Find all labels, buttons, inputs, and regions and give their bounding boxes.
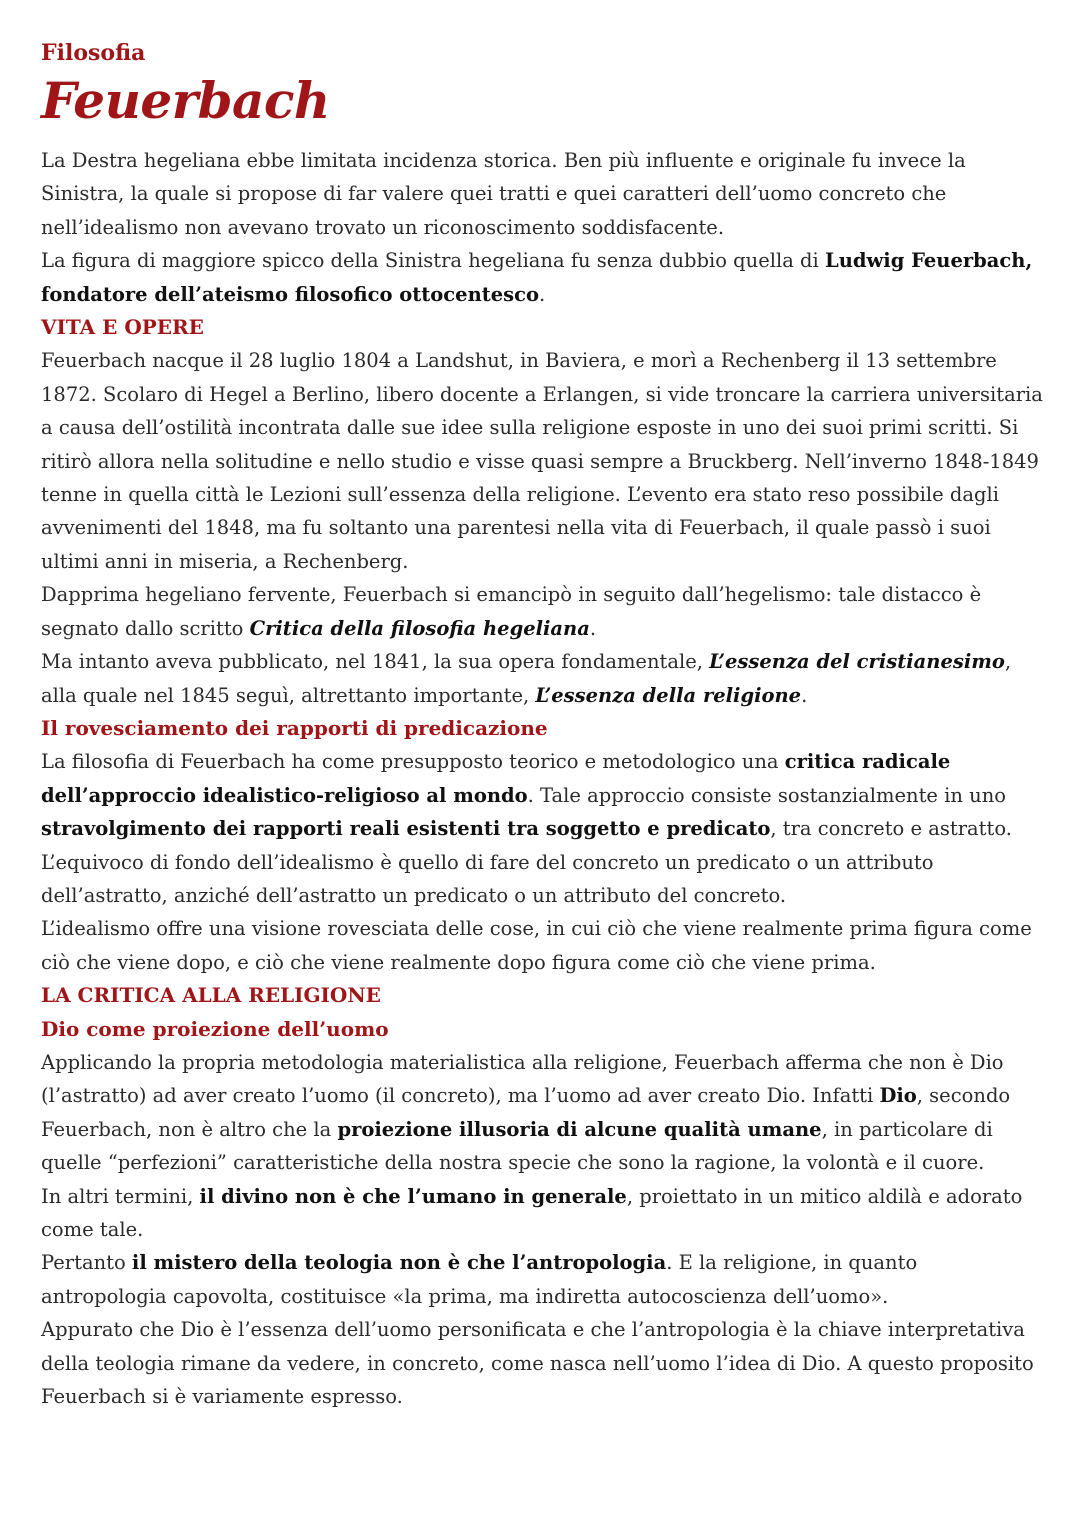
subject-label: Filosofia [41, 40, 146, 66]
section-heading-rovesciamento: Il rovesciamento dei rapporti di predicazione [41, 715, 548, 740]
vita-paragraph-1: Feuerbach nacque il 28 luglio 1804 a Landshut, in Baviera, e morì a Rechenberg il 13 settembre 1872. Scolaro di Hegel a Berlino, libero docente a Erlangen, si vide troncare la carriera universitaria a causa dell’ostilità incontrata dalle sue idee sulla religione esposte in uno dei suoi primi scritti. Si ritirò allora nella solitudine e nello studio e visse quasi sempre a Bruckberg. Nell’inverno 1848-1849 tenne in quella città le Lezioni sull’essenza della religione. L’evento era stato reso possibile dagli avvenimenti del 1848, ma fu soltanto una parentesi nella vita di Feuerbach, il quale passò i suoi ultimi anni in miseria, a Rechenberg. [41, 349, 1043, 573]
section-heading-vita: VITA E OPERE [41, 315, 204, 340]
intro-paragraph-1: La Destra hegeliana ebbe limitata incidenza storica. Ben più influente e originale fu invece la Sinistra, la quale si propose di far valere quei tratti e quei caratteri dell’uomo concreto che nell’idealismo non avevano trovato un riconoscimento soddisfacente. [41, 149, 966, 239]
intro-paragraph-2: La figura di maggiore spicco della Sinistra hegeliana fu senza dubbio quella di Ludwig Feuerbach, fondatore dell’ateismo filosofico ottocentesco. [41, 249, 1033, 306]
critica-paragraph-2: In altri termini, il divino non è che l’umano in generale, proiettato in un mitico aldilà e adorato come tale. [41, 1184, 1023, 1241]
document-body [41, 144, 1046, 1413]
vita-paragraph-2: Dapprima hegeliano fervente, Feuerbach si emancipò in seguito dall’hegelismo: tale distacco è segnato dallo scritto Critica della filosofia hegeliana. [41, 583, 982, 640]
subsection-heading-dio: Dio come proiezione dell’uomo [41, 1016, 389, 1041]
rovesciamento-paragraph-1: La filosofia di Feuerbach ha come presupposto teorico e metodologico una critica radicale dell’approccio idealistico-religioso al mondo. Tale approccio consiste sostanzialmente in uno stravolgimento dei rapporti reali esistenti tra soggetto e predicato, tra concreto e astratto. L’equivoco di fondo dell’idealismo è quello di fare del concreto un predicato o un attributo dell’astratto, anziché dell’astratto un predicato o un attributo del concreto. [41, 750, 1012, 907]
critica-paragraph-4: Appurato che Dio è l’essenza dell’uomo personificata e che l’antropologia è la chiave interpretativa della teologia rimane da vedere, in concreto, come nasca nell’uomo l’idea di Dio. A questo proposito Feuerbach si è variamente espresso. [41, 1318, 1034, 1409]
page-title: Feuerbach [41, 71, 330, 130]
document-page [41, 38, 1046, 1413]
section-heading-critica: LA CRITICA ALLA RELIGIONE [41, 983, 381, 1008]
vita-paragraph-3: Ma intanto aveva pubblicato, nel 1841, la sua opera fondamentale, L’essenza del cristianesimo, alla quale nel 1845 seguì, altrettanto importante, L’essenza della religione. [41, 650, 1012, 707]
rovesciamento-paragraph-2: L’idealismo offre una visione rovesciata delle cose, in cui ciò che viene realmente prima figura come ciò che viene dopo, e ciò che viene realmente dopo figura come ciò che viene prima. [41, 917, 1032, 974]
critica-paragraph-1: Applicando la propria metodologia materialistica alla religione, Feuerbach afferma che non è Dio (l’astratto) ad aver creato l’uomo (il concreto), ma l’uomo ad aver creato Dio. Infatti Dio, secondo Feuerbach, non è altro che la proiezione illusoria di alcune qualità umane, in particolare di quelle “perfezioni” caratteristiche della nostra specie che sono la ragione, la volontà e il cuore. [41, 1050, 1011, 1175]
critica-paragraph-3: Pertanto il mistero della teologia non è che l’antropologia. E la religione, in quanto antropologia capovolta, costituisce «la prima, ma indiretta autocoscienza dell’uomo». [41, 1251, 918, 1308]
